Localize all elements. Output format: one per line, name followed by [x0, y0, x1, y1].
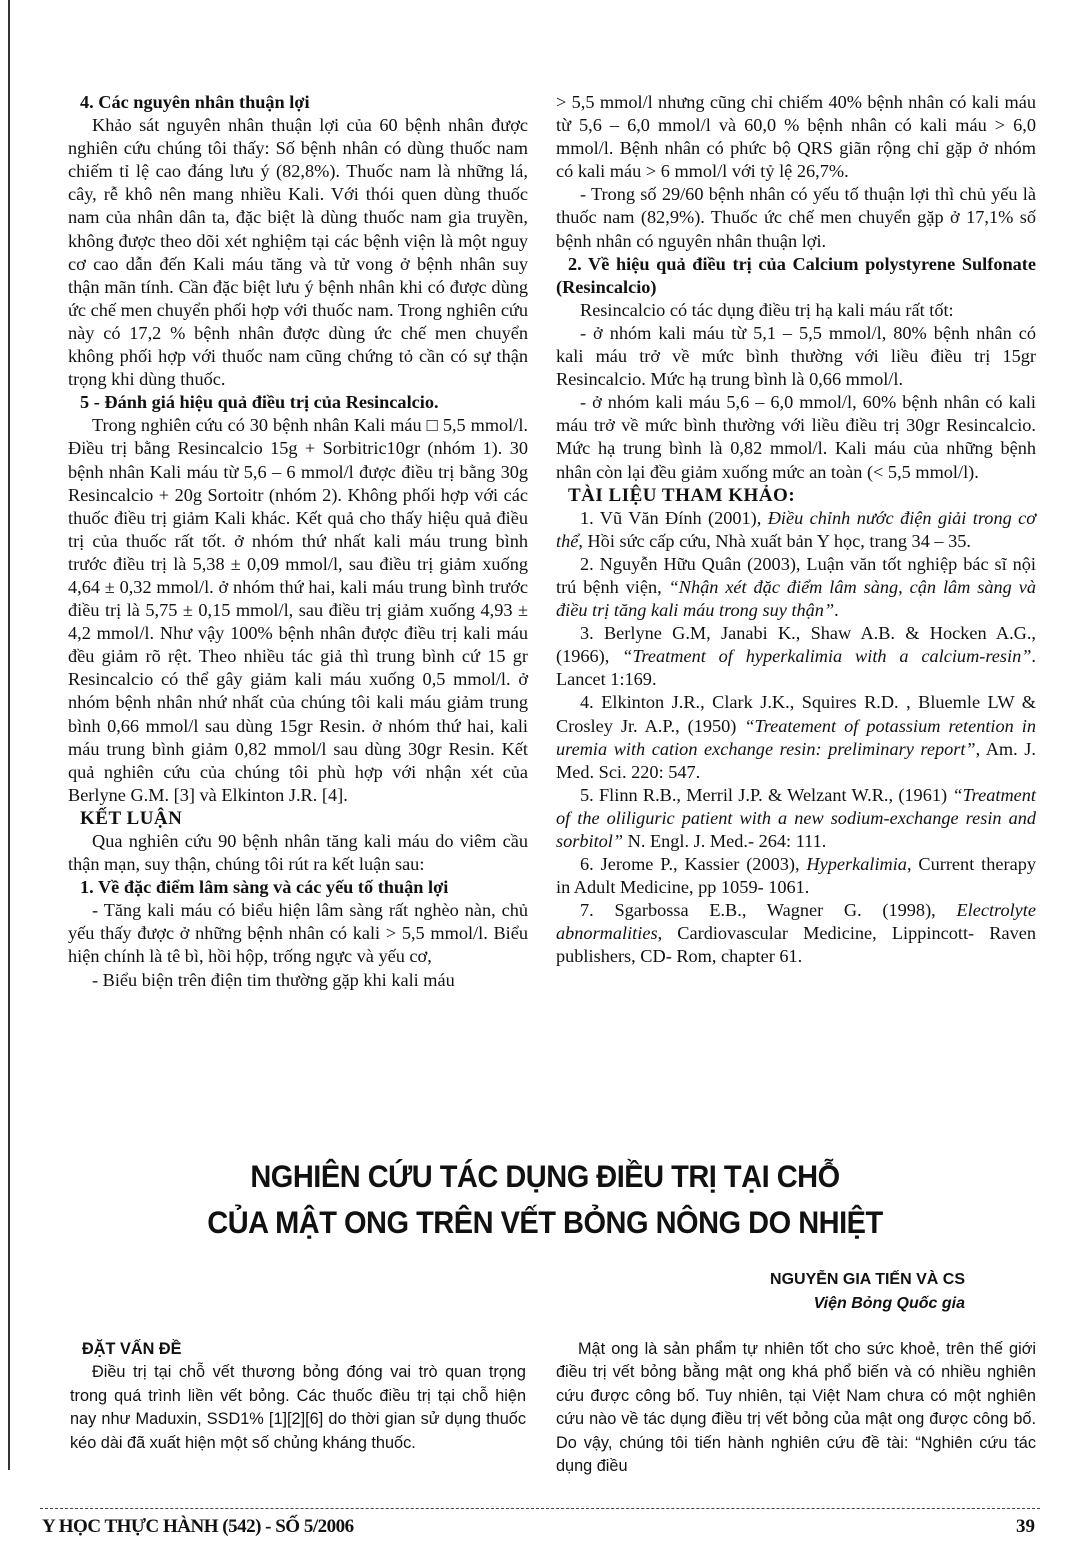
reference-text: 6. Jerome P., Kassier (2003), [580, 854, 807, 875]
right-column [556, 91, 1036, 969]
reference-text: . [834, 600, 839, 621]
reference-item [556, 784, 1036, 853]
article-title-line-2: CỦA MẬT ONG TRÊN VẾT BỎNG NÔNG DO NHIỆT [207, 1205, 883, 1241]
reference-title: “Treatment of hyperkalimia with a calcium-resin” [622, 646, 1032, 667]
paragraph: - Trong số 29/60 bệnh nhân có yếu tố thuận lợi thì chủ yếu là thuốc nam (82,9%). Thuốc ức chế men chuyển gặp ở 17,1% số bệnh nhân có nguyên nhân thuận lợi. [556, 184, 1036, 251]
paragraph: Mật ong là sản phẩm tự nhiên tốt cho sức khoẻ, trên thế giới điều trị vết bỏng bằng mật ong khá phổ biến và có nhiều nghiên cứu được công bố. Tuy nhiên, tại Việt Nam chưa có một nghiên cứu nào về tác dụng điều trị vết bỏng của mật ong được công bố. Do vậy, chúng tôi tiến hành nghiên cứu đề tài: “Nghiên cứu tác dụng điều [556, 1340, 1036, 1476]
paragraph: Qua nghiên cứu 90 bệnh nhân tăng kali máu do viêm cầu thận mạn, suy thận, chúng tôi rút ra kết luận sau: [68, 831, 528, 875]
scan-edge-line [8, 0, 10, 1470]
reference-text: N. Engl. J. Med.- 264: 111. [623, 831, 827, 851]
author-name: NGUYỄN GIA TIẾN VÀ CS [770, 1271, 965, 1288]
reference-title: Electrolyte abnormalities [556, 900, 1036, 944]
paragraph: Trong nghiên cứu có 30 bệnh nhân Kali máu □ 5,5 mmol/l. Điều trị bằng Resincalcio 15g + Sorbitric10gr (nhóm 1). 30 bệnh nhân Kali máu từ 5,6 – 6 mmol/l được điều trị bằng 30g Resincalcio + 20g Sortoitr (nhóm 2). Không phối hợp với các thuốc điều trị giảm Kali khác. Kết quả cho thấy hiệu quả điều trị của thuốc rất tốt. ở nhóm thứ nhất kali máu trung bình trước điều trị là 5,38 ± 0,09 mmol/l, sau điều trị giảm xuống 4,64 ± 0,32 mmol/l. ở nhóm thứ hai, kali máu trung bình trước điều trị là 5,75 ± 0,15 mmol/l, sau điều trị giảm xuống 4,93 ± 4,2 mmol/l. Như vậy 100% bệnh nhân được điều trị kali máu đều giảm rõ rệt. Theo nhiều tác giả thì trung bình cứ 15 gr Resincalcio có thể gây giảm kali máu xuống 0,5 mmol/l. ở nhóm bệnh nhân nhứ nhất của chúng tôi kali máu giảm trung bình 0,66 mmol/l sau dùng 15gr Resin. ở nhóm thứ hai, kali máu trung bình giảm 0,82 mmol/l sau dùng 30gr Resin. Kết quả nghiên cứu của chúng tôi phù hợp với nhận xét của Berlyne G.M. [3] và Elkinton J.R. [4]. [68, 415, 528, 805]
reference-item [556, 853, 1036, 899]
left-column [68, 91, 528, 992]
reference-text: , Cardiovascular Medicine, Lippincott- Raven publishers, CD- Rom, chapter 61. [556, 923, 1036, 967]
reference-text: 3. Berlyne G.M, Janabi K., Shaw A.B. & Hocken A.G., (1966), [556, 623, 1036, 667]
journal-footer: Y HỌC THỰC HÀNH (542) - SỐ 5/2006 [42, 1516, 354, 1537]
paragraph: > 5,5 mmol/l nhưng cũng chỉ chiếm 40% bệnh nhân có kali máu từ 5,6 – 6,0 mmol/l và 60,0 % bệnh nhân có kali máu > 6,0 mmol/l. Bệnh nhân có phức bộ QRS giãn rộng chỉ gặp ở nhóm có kali máu > 6 mmol/l với tỷ lệ 26,7%. [556, 92, 1036, 182]
intro-right-column [556, 1338, 1036, 1478]
reference-text: , Hồi sức cấp cứu, Nhà xuất bản Y học, trang 34 – 35. [578, 530, 971, 551]
section-heading: 5 - Đánh giá hiệu quả điều trị của Resincalcio. [80, 392, 439, 413]
references-heading: TÀI LIỆU THAM KHẢO: [568, 484, 796, 506]
intro-heading: ĐẶT VẤN ĐỀ [82, 1340, 182, 1358]
section-heading: 4. Các nguyên nhân thuận lợi [80, 92, 310, 112]
reference-text: 7. Sgarbossa E.B., Wagner G. (1998), [580, 900, 957, 921]
reference-title: “Treatment of the oliliguric patient with a new sodium-exchange resin and sorbitol” [556, 784, 1036, 851]
page-number: 39 [1016, 1516, 1035, 1537]
reference-item [556, 691, 1036, 783]
reference-text: 2. Nguyễn Hữu Quân (2003), Luận văn tốt nghiệp bác sĩ nội trú bệnh viện, [556, 553, 1036, 597]
intro-left-column [70, 1338, 526, 1455]
section-heading: 2. Về hiệu quả điều trị của Calcium polystyrene Sulfonate (Resincalcio) [556, 253, 1036, 297]
reference-item [556, 622, 1036, 691]
author-block [770, 1268, 965, 1316]
reference-list [556, 507, 1036, 969]
reference-text: , Current therapy in Adult Medicine, pp 1059- 1061. [556, 854, 1036, 898]
reference-item [556, 899, 1036, 968]
reference-text: 4. Elkinton J.R., Clark J.K., Squires R.D. , Bluemle LW & Crosley Jr. A.P., (1950) [556, 692, 1036, 736]
reference-text: . Lancet 1:169. [556, 646, 1036, 690]
paragraph: - ở nhóm kali máu 5,6 – 6,0 mmol/l, 60% bệnh nhân có kali máu trở về mức bình thường với liều điều trị 30gr Resincalcio. Mức hạ trung bình là 0,82 mmol/l. Kali máu của những bệnh nhân còn lại đều giảm xuống mức an toàn (< 5,5 mmol/l). [556, 392, 1036, 482]
paragraph: Resincalcio có tác dụng điều trị hạ kali máu rất tốt: [580, 299, 954, 320]
reference-title: Điều chỉnh nước điện giải trong cơ thể [556, 507, 1036, 551]
author-affiliation: Viện Bỏng Quốc gia [813, 1295, 965, 1312]
footer-divider [40, 1508, 1040, 1509]
reference-item [556, 553, 1036, 622]
reference-text: 5. Flinn R.B., Merril J.P. & Welzant W.R., (1961) [580, 784, 953, 805]
paragraph: - Biểu biện trên điện tim thường gặp khi kali máu [92, 969, 455, 990]
reference-title: “Treatement of potassium retention in uremia with cation exchange resin: preliminary report” [556, 715, 1036, 759]
paragraph: - ở nhóm kali máu từ 5,1 – 5,5 mmol/l, 80% bệnh nhân có kali máu trở về mức bình thường với liều điều trị 15gr Resincalcio. Mức hạ trung bình là 0,66 mmol/l. [556, 322, 1036, 390]
paragraph: - Tăng kali máu có biểu hiện lâm sàng rất nghèo nàn, chủ yếu thấy được ở những bệnh nhân có kali > 5,5 mmol/l. Biểu hiện chính là tê bì, hồi hộp, trống ngực và yếu cơ, [68, 900, 528, 967]
reference-title: “Nhận xét đặc điểm lâm sàng, cận lâm sàng và điều trị tăng kali máu trong suy thận” [556, 576, 1036, 621]
paragraph: Khảo sát nguyên nhân thuận lợi của 60 bệnh nhân được nghiên cứu chúng tôi thấy: Số bệnh nhân có dùng thuốc nam chiếm tỉ lệ cao đáng lưu ý (82,8%). Thuốc nam là những lá, cây, rễ khô nên mang nhiều Kali. Với thói quen dùng thuốc nam của nhân dân ta, đặc biệt là dùng thuốc nam gia truyền, không được theo dõi xét nghiệm tại các bệnh viện là một nguy cơ cao dẫn đến Kali máu tăng và tử vong ở bệnh nhân suy thận mãn tính. Cần đặc biệt lưu ý bệnh nhân khi có được dùng ức chế men chuyển phối hợp với thuốc nam. Trong nghiên cứu này có 17,2 % bệnh nhân được dùng ức chế men chuyển không phối hợp với thuốc nam cũng chứng tỏ cần có sự thận trọng khi dùng thuốc. [68, 115, 528, 390]
reference-text: 1. Vũ Văn Đính (2001), [580, 507, 768, 528]
conclusion-heading: KẾT LUẬN [80, 807, 183, 829]
reference-title: Hyperkalimia [806, 854, 907, 875]
reference-text: , Am. J. Med. Sci. 220: 547. [556, 738, 1036, 782]
section-heading: 1. Về đặc điểm lâm sàng và các yếu tố thuận lợi [80, 877, 449, 898]
paragraph: Điều trị tại chỗ vết thương bỏng đóng vai trò quan trọng trong quá trình liền vết bỏng. Các thuốc điều trị tại chỗ hiện nay như Maduxin, SSD1% [1][2][6] do thời gian sử dụng thuốc kéo dài đã xuất hiện một số chủng kháng thuốc. [70, 1363, 526, 1452]
reference-item [556, 507, 1036, 553]
article-title-line-1: NGHIÊN CỨU TÁC DỤNG ĐIỀU TRỊ TẠI CHỖ [250, 1159, 840, 1195]
